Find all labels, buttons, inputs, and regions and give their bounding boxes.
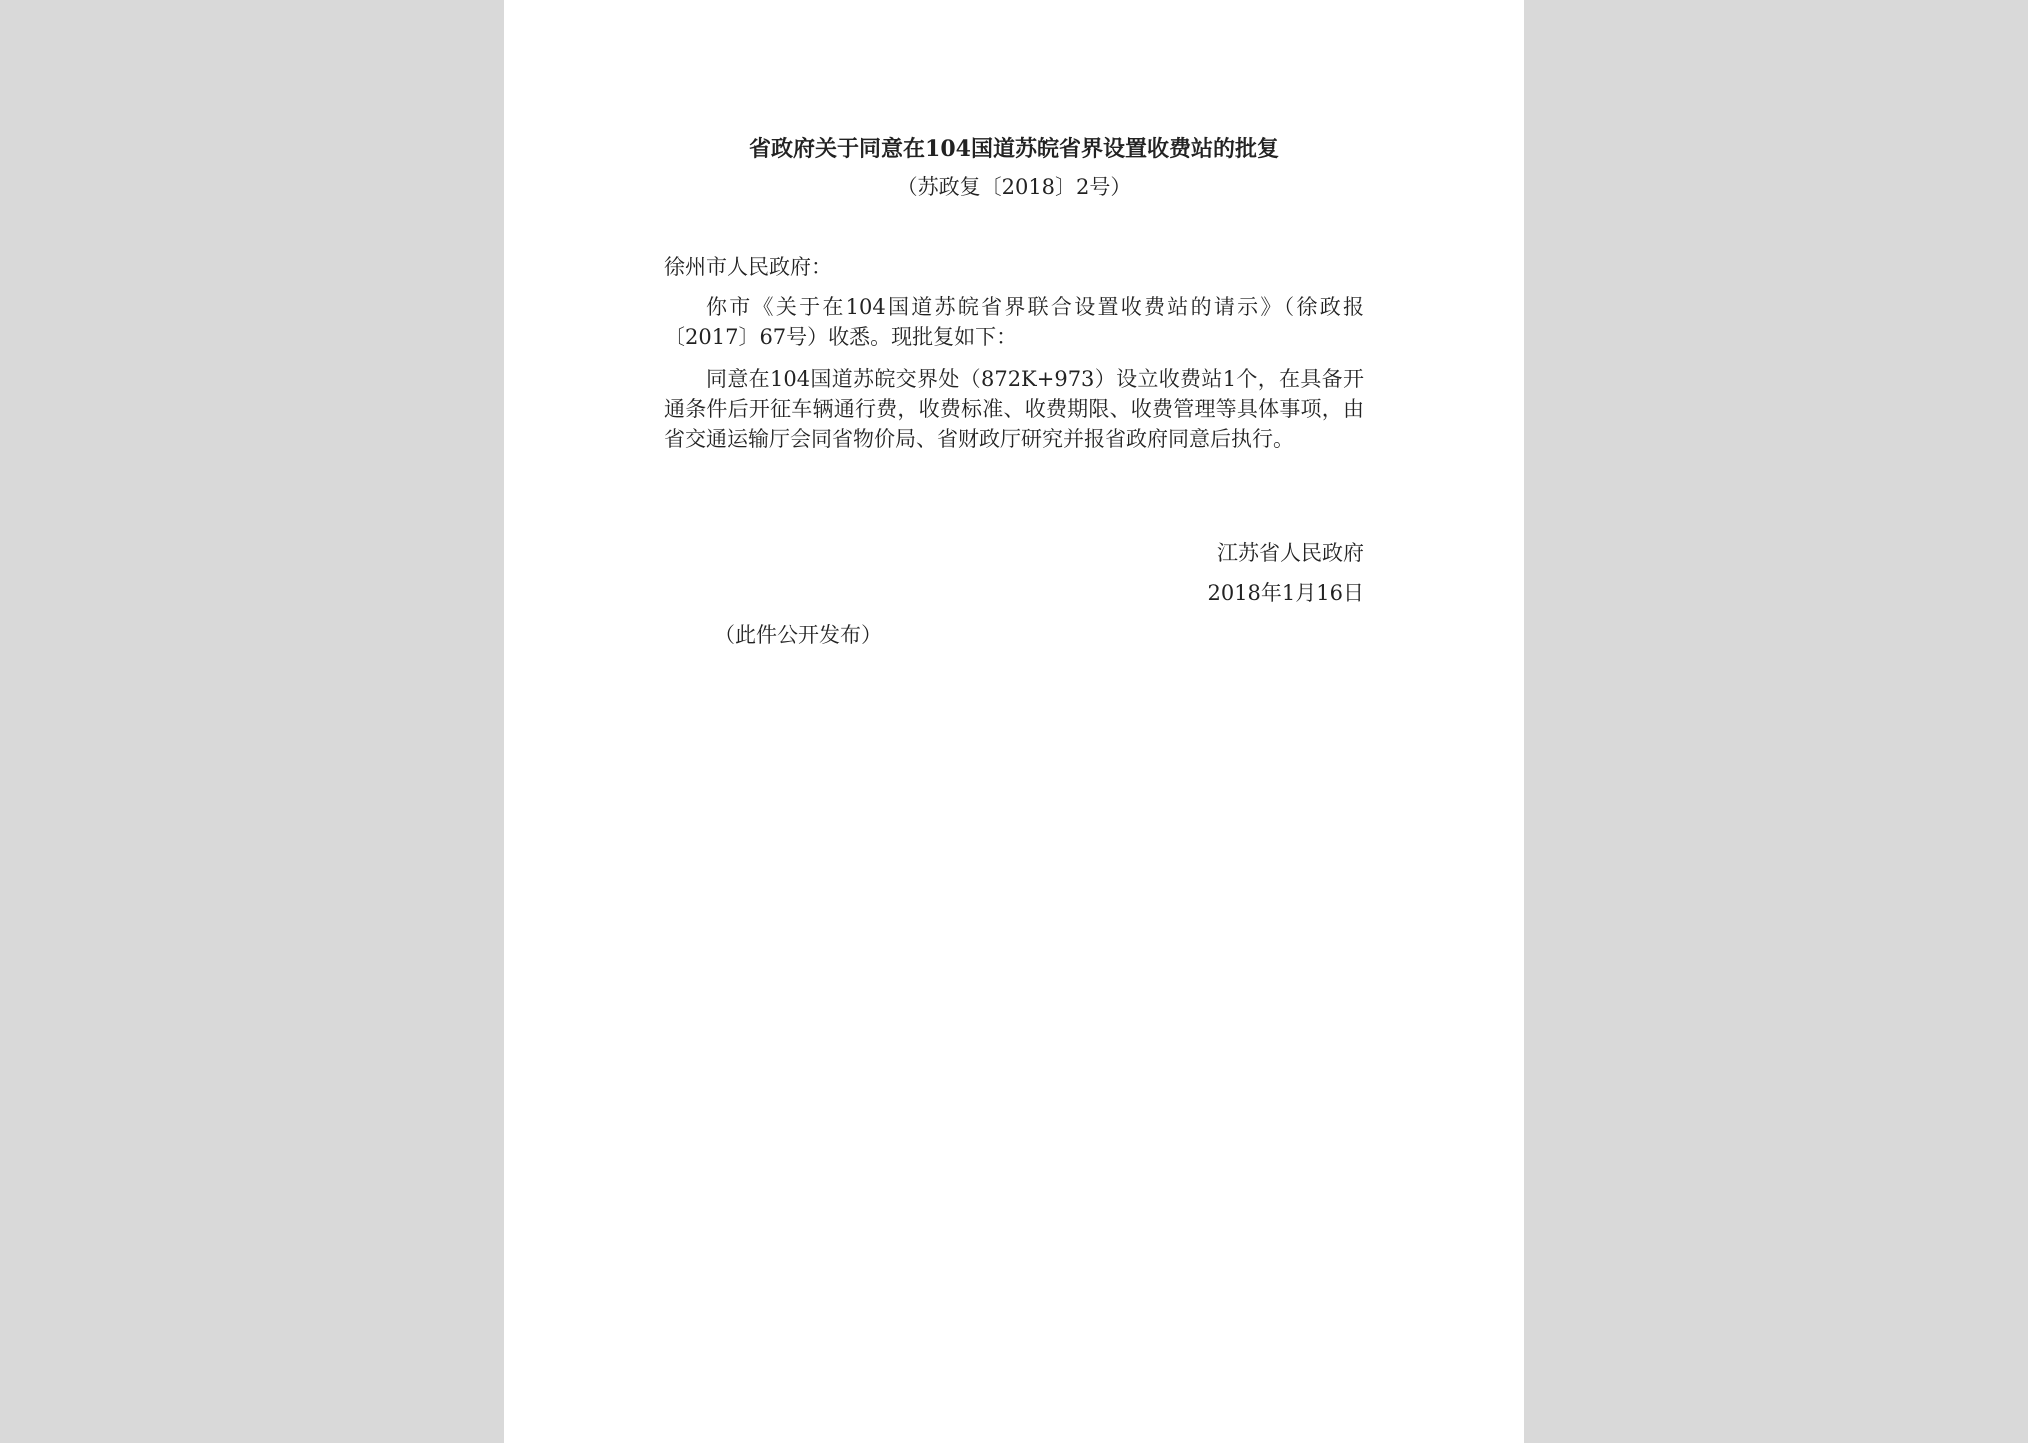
signatory: 江苏省人民政府 [1217,541,1364,565]
document-title: 省政府关于同意在104国道苏皖省界设置收费站的批复 [749,136,1279,162]
document-page [504,0,1524,1443]
publication-note: （此件公开发布） [714,623,882,647]
salutation: 徐州市人民政府： [664,255,832,279]
body-paragraph-1: 你市《关于在104国道苏皖省界联合设置收费站的请示》（徐政报〔2017〕67号）收悉。现批复如下： [664,295,1364,349]
issue-date: 2018年1月16日 [1207,581,1364,605]
body-paragraph-2: 同意在104国道苏皖交界处（872K+973）设立收费站1个，在具备开通条件后开征车辆通行费，收费标准、收费期限、收费管理等具体事项，由省交通运输厅会同省物价局、省财政厅研究并报省政府同意后执行。 [664,367,1364,451]
document-number: （苏政复〔2018〕2号） [896,175,1132,199]
